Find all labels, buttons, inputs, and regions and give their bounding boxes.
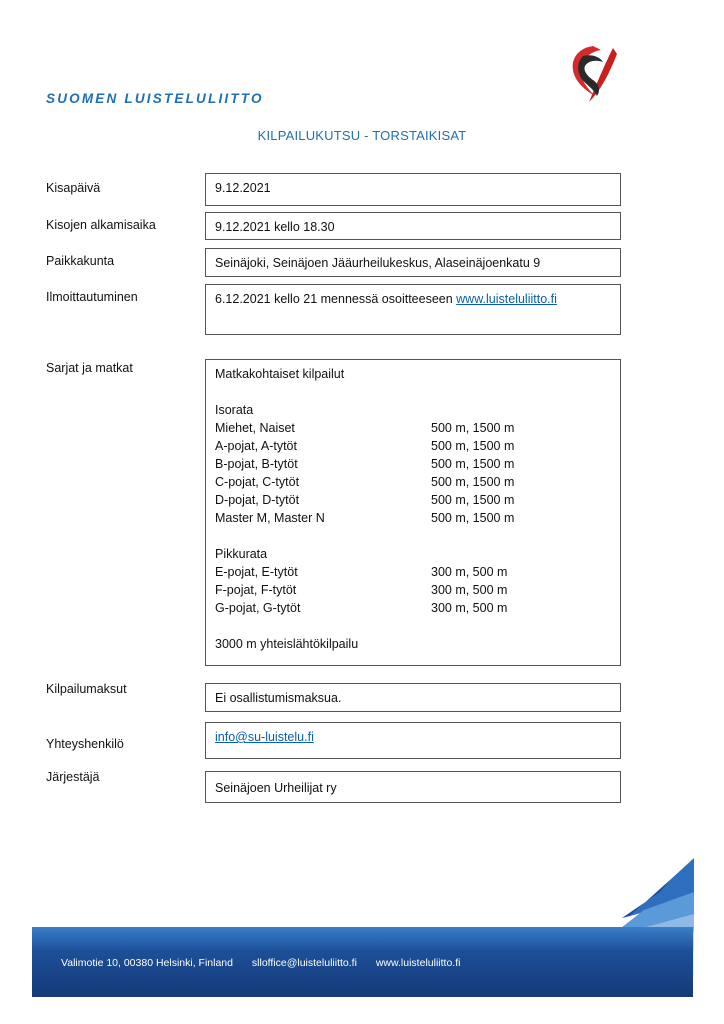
series-row — [215, 437, 611, 455]
footer-website[interactable]: www.luisteluliitto.fi — [375, 957, 461, 969]
series-class: Master M, Master N — [215, 511, 325, 525]
series-row — [215, 491, 611, 509]
value-paikkakunta: Seinäjoki, Seinäjoen Jääurheilukeskus, Alaseinäjoenkatu 9 — [215, 256, 541, 270]
footer-contact — [61, 957, 476, 969]
label-maksut: Kilpailumaksut — [46, 682, 127, 696]
series-row — [215, 509, 611, 527]
series-row — [215, 419, 611, 437]
field-sarjat — [205, 359, 621, 666]
footer-address: Valimotie 10, 00380 Helsinki, Finland — [61, 957, 233, 969]
registration-link[interactable]: www.luisteluliitto.fi — [456, 292, 557, 306]
sarjat-extra: 3000 m yhteislähtökilpailu — [215, 637, 359, 651]
value-alkamisaika: 9.12.2021 kello 18.30 — [215, 220, 335, 234]
field-ilmoittautuminen — [205, 284, 621, 335]
value-jarjestaja: Seinäjoen Urheilijat ry — [215, 781, 337, 795]
pikkurata-heading: Pikkurata — [215, 547, 268, 561]
value-ilmoittautuminen: 6.12.2021 kello 21 mennessä osoitteeseen — [215, 292, 457, 306]
series-distances: 500 m, 1500 m — [431, 457, 515, 471]
label-yhteyshenkilo: Yhteyshenkilö — [46, 737, 124, 751]
series-row — [215, 581, 611, 599]
label-ilmoittautuminen: Ilmoittautuminen — [46, 290, 138, 304]
series-distances: 500 m, 1500 m — [431, 475, 515, 489]
series-class: C-pojat, C-tytöt — [215, 475, 300, 489]
document-title: KILPAILUKUTSU - TORSTAIKISAT — [257, 128, 467, 143]
series-class: D-pojat, D-tytöt — [215, 493, 300, 507]
series-row — [215, 455, 611, 473]
sarjat-intro: Matkakohtaiset kilpailut — [215, 367, 345, 381]
label-paikkakunta: Paikkakunta — [46, 254, 115, 268]
series-row — [215, 473, 611, 491]
series-class: F-pojat, F-tytöt — [215, 583, 297, 597]
field-yhteyshenkilo — [205, 722, 621, 759]
series-distances: 300 m, 500 m — [431, 565, 508, 579]
series-distances: 500 m, 1500 m — [431, 511, 515, 525]
isorata-heading: Isorata — [215, 403, 254, 417]
series-distances: 500 m, 1500 m — [431, 421, 515, 435]
series-distances: 300 m, 500 m — [431, 583, 508, 597]
series-row — [215, 599, 611, 617]
series-distances: 500 m, 1500 m — [431, 439, 515, 453]
label-alkamisaika: Kisojen alkamisaika — [46, 218, 156, 232]
label-jarjestaja: Järjestäjä — [46, 770, 100, 784]
series-class: B-pojat, B-tytöt — [215, 457, 298, 471]
org-logo-icon — [565, 44, 621, 106]
field-kisapaiva — [205, 173, 621, 206]
value-kisapaiva: 9.12.2021 — [215, 181, 271, 195]
series-class: E-pojat, E-tytöt — [215, 565, 298, 579]
field-alkamisaika — [205, 212, 621, 240]
series-class: G-pojat, G-tytöt — [215, 601, 301, 615]
org-name: SUOMEN LUISTELULIITTO — [46, 91, 264, 106]
field-jarjestaja — [205, 771, 621, 803]
series-distances: 300 m, 500 m — [431, 601, 508, 615]
value-maksut: Ei osallistumismaksua. — [215, 691, 342, 705]
contact-email-link[interactable]: info@su-luistelu.fi — [215, 730, 314, 744]
footer-email[interactable]: slloffice@luisteluliitto.fi — [251, 957, 357, 969]
field-maksut — [205, 683, 621, 712]
series-class: A-pojat, A-tytöt — [215, 439, 297, 453]
field-paikkakunta — [205, 248, 621, 277]
series-distances: 500 m, 1500 m — [431, 493, 515, 507]
series-class: Miehet, Naiset — [215, 421, 295, 435]
label-kisapaiva: Kisapäivä — [46, 181, 101, 195]
label-sarjat: Sarjat ja matkat — [46, 361, 133, 375]
series-row — [215, 563, 611, 581]
